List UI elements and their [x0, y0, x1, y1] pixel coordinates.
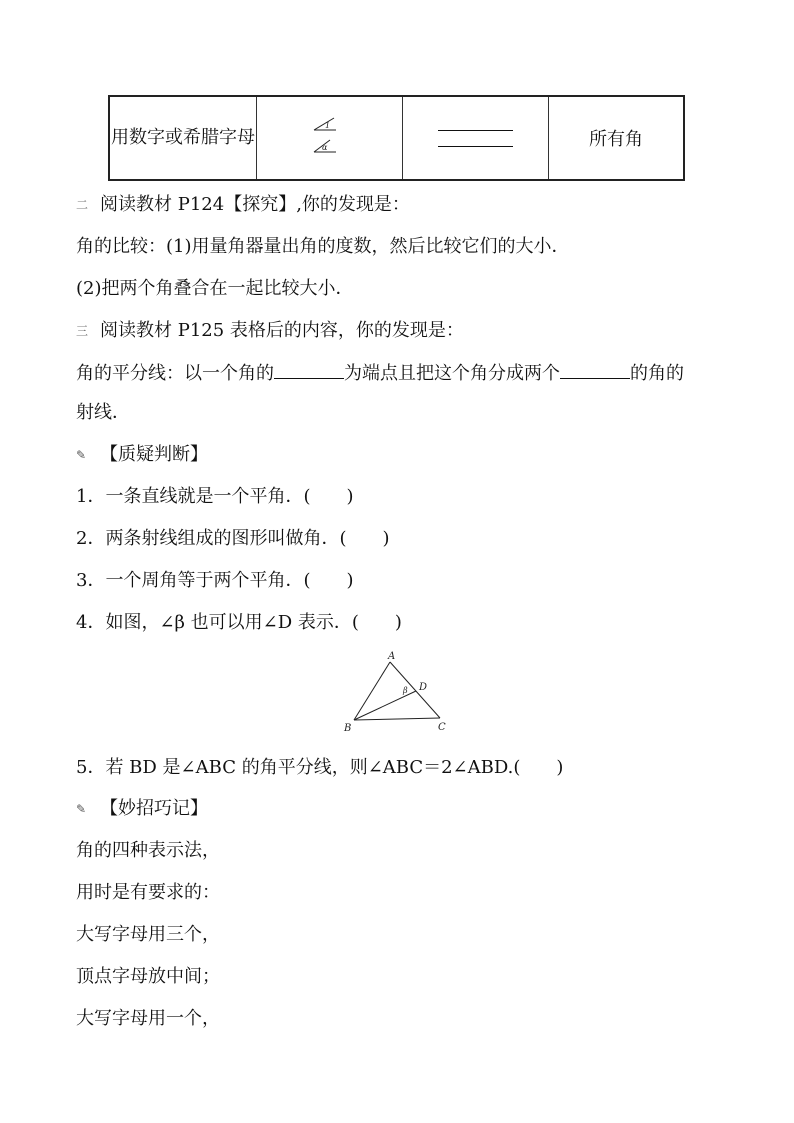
angle-symbols-icon: [310, 116, 350, 156]
bisector-blank-1[interactable]: [274, 360, 344, 379]
pencil-icon: ✎: [76, 802, 87, 816]
triangle-figure: [340, 648, 450, 734]
angle-label-alpha: α: [321, 142, 327, 152]
fill-blank-1[interactable]: [438, 129, 513, 131]
section-bullet-icon: 三: [76, 324, 89, 338]
judge-question-3: 3．一个周角等于两个平角．( ): [76, 570, 354, 591]
tips-line-3: 大写字母用三个，: [76, 924, 220, 945]
tips-line-1: 角的四种表示法，: [76, 840, 220, 861]
angle-beta: β: [403, 686, 408, 695]
vertex-a: A: [388, 651, 396, 662]
bisector-definition-cont: 射线．: [76, 402, 130, 423]
blank-cell: [403, 96, 549, 180]
judge-question-1: 1．一条直线就是一个平角．( ): [76, 486, 354, 507]
tips-heading: ✎ 【妙招巧记】: [76, 798, 208, 819]
tips-line-4: 顶点字母放中间；: [76, 966, 220, 987]
judge-question-2: 2．两条射线组成的图形叫做角．( ): [76, 528, 390, 549]
section3-intro: 三 阅读教材 P125 表格后的内容，你的发现是：: [76, 320, 464, 341]
all-angles-cell: [549, 96, 685, 180]
angle-notation-table: [108, 95, 685, 181]
fill-blank-2[interactable]: [438, 145, 513, 147]
pencil-icon: ✎: [76, 448, 87, 462]
bisector-definition: 角的平分线：以一个角的 为端点且把这个角分成两个 的角的: [76, 360, 684, 386]
comparison-line-1: 角的比较：(1)用量角器量出角的度数，然后比较它们的大小．: [76, 236, 570, 257]
section-bullet-icon: 二: [76, 198, 89, 212]
symbol-cell: [257, 96, 403, 180]
tips-line-5: 大写字母用一个，: [76, 1008, 220, 1029]
all-angles-label: 所有角: [589, 129, 643, 150]
vertex-b: B: [344, 723, 352, 734]
comparison-line-2: (2)把两个角叠合在一起比较大小．: [76, 278, 354, 299]
judge-question-5: 5．若 BD 是∠ABC 的角平分线，则∠ABC＝2∠ABD.( ): [76, 757, 564, 778]
point-d: D: [419, 682, 428, 693]
tips-line-2: 用时是有要求的：: [76, 882, 220, 903]
method-label: 用数字或希腊字母: [111, 127, 255, 148]
section2-intro: 二 阅读教材 P124【探究】,你的发现是：: [76, 194, 410, 215]
bisector-blank-2[interactable]: [560, 360, 630, 379]
judge-question-4: 4．如图，∠β 也可以用∠D 表示．( ): [76, 612, 402, 633]
vertex-c: C: [438, 722, 446, 733]
angle-label-1: 1: [324, 120, 330, 130]
method-label-cell: [109, 96, 257, 180]
judge-heading: ✎ 【质疑判断】: [76, 444, 208, 465]
